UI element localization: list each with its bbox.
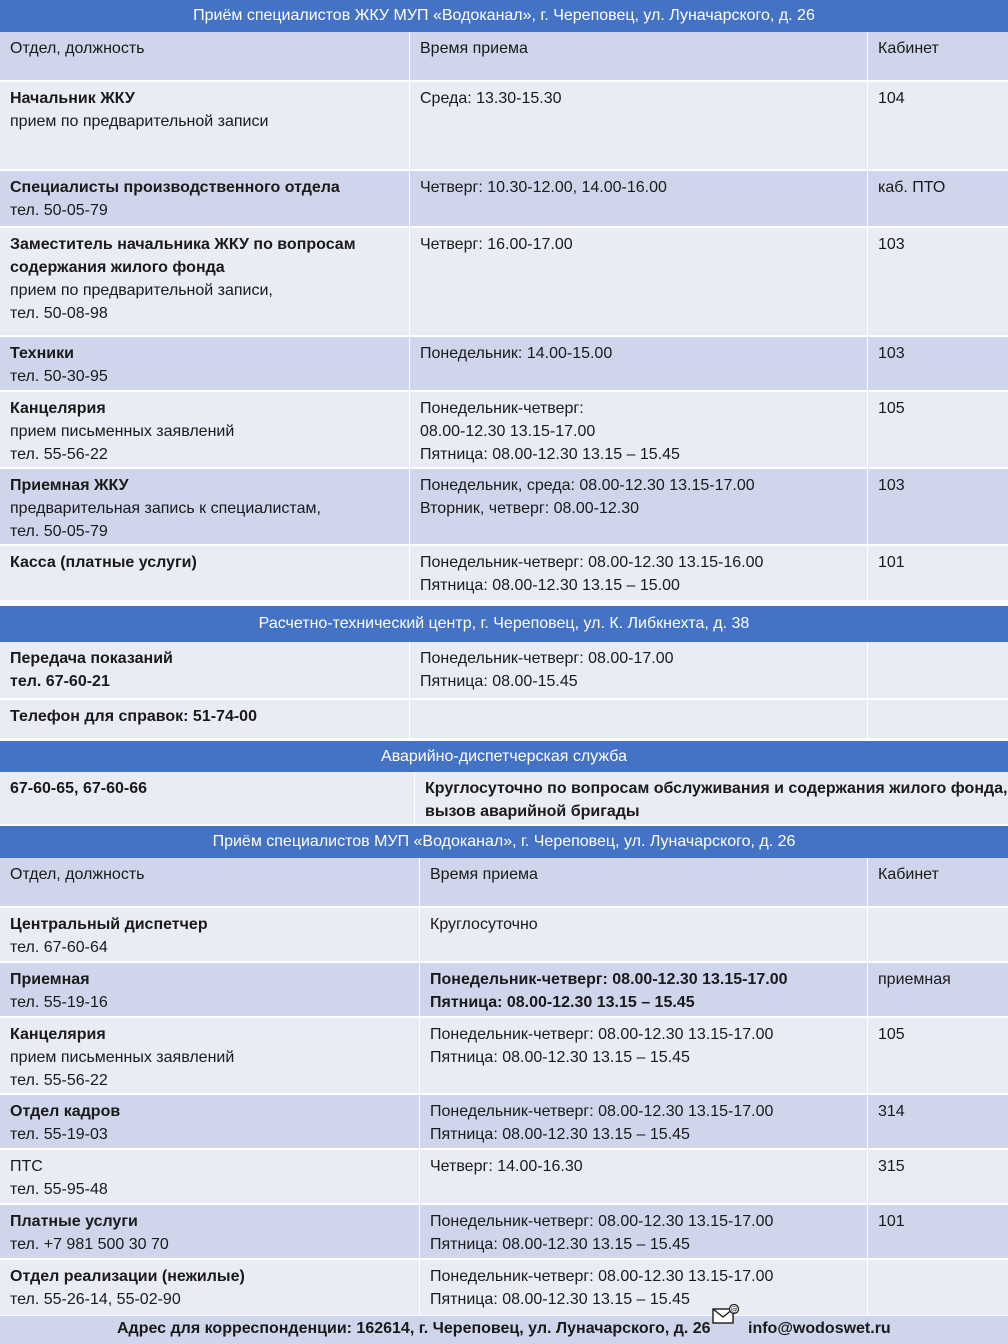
department-detail: предварительная запись к специалистам, [10, 500, 321, 517]
department-detail: тел. 55-19-03 [10, 1126, 108, 1143]
reception-time: Пятница: 08.00-12.30 13.15 – 15.45 [430, 1126, 690, 1143]
room-number: 104 [878, 90, 905, 107]
time-cell [410, 171, 868, 226]
department-detail: тел. 67-60-64 [10, 939, 108, 956]
department-title: Канцелярия [10, 1026, 106, 1043]
department-detail: прием письменных заявлений [10, 1049, 235, 1066]
time-cell [420, 963, 868, 1016]
time-cell [410, 228, 868, 335]
reception-time: Четверг: 14.00-16.30 [430, 1158, 583, 1175]
room-cell [868, 392, 1008, 467]
table-row [0, 171, 1008, 228]
table-row [0, 82, 1008, 171]
department-cell [0, 469, 410, 544]
room-number: 315 [878, 1158, 905, 1175]
section-title: Приём специалистов ЖКУ МУП «Водоканал», г. Череповец, ул. Луначарского, д. 26 [0, 0, 1008, 32]
emergency-description: вызов аварийной бригады [425, 803, 640, 820]
room-number: 103 [878, 477, 905, 494]
reception-time: Понедельник-четверг: 08.00-12.30 13.15-17.00 [430, 971, 788, 988]
department-cell [0, 82, 410, 169]
time-cell [410, 469, 868, 544]
department-title: ПТС [10, 1158, 43, 1175]
room-cell [868, 642, 1008, 698]
room-cell [868, 1018, 1008, 1093]
time-cell [410, 337, 868, 390]
department-cell [0, 1150, 420, 1203]
table-row [0, 337, 1008, 392]
table-row [0, 642, 1008, 700]
table-row [0, 392, 1008, 469]
department-detail: прием по предварительной записи, [10, 282, 273, 299]
department-cell [0, 171, 410, 226]
mail-icon [712, 1303, 740, 1325]
department-detail: прием по предварительной записи [10, 113, 269, 130]
time-cell [410, 642, 868, 698]
department-cell [0, 1260, 420, 1315]
department-detail: тел. 55-56-22 [10, 1072, 108, 1089]
department-title: Приемная [10, 971, 90, 988]
reception-time: Вторник, четверг: 08.00-12.30 [420, 500, 640, 517]
emergency-phones: 67-60-65, 67-60-66 [10, 780, 147, 797]
department-title: Специалисты производственного отдела [10, 179, 340, 196]
table-row [0, 963, 1008, 1018]
section4-header-cell [420, 858, 868, 906]
time-cell [420, 1095, 868, 1148]
section-title: Расчетно-технический центр, г. Череповец, ул. К. Либкнехта, д. 38 [0, 606, 1008, 642]
room-cell [868, 1260, 1008, 1315]
time-cell [410, 546, 868, 600]
reception-time: Понедельник-четверг: 08.00-12.30 13.15-17.00 [430, 1213, 774, 1230]
room-cell [868, 963, 1008, 1016]
department-title: Канцелярия [10, 400, 106, 417]
footer-address: Адрес для корреспонденции: 162614, г. Череповец, ул. Луначарского, д. 26 [117, 1320, 711, 1337]
reception-time: Четверг: 16.00-17.00 [420, 236, 573, 253]
time-cell [420, 1018, 868, 1093]
reception-time: Среда: 13.30-15.30 [420, 90, 562, 107]
section1-header-cell [410, 32, 868, 80]
info-cell [0, 700, 410, 738]
department-cell [0, 963, 420, 1016]
time-cell [420, 908, 868, 961]
department-detail: тел. 50-05-79 [10, 202, 108, 219]
department-title: Центральный диспетчер [10, 916, 208, 933]
department-cell [0, 546, 410, 600]
room-cell [868, 82, 1008, 169]
room-cell [868, 908, 1008, 961]
time-cell [420, 1260, 868, 1315]
department-cell [0, 1018, 420, 1093]
reception-time: Понедельник-четверг: 08.00-12.30 13.15-16.00 [420, 554, 764, 571]
table-row [0, 546, 1008, 602]
department-phone: тел. 67-60-21 [10, 673, 110, 690]
department-detail: тел. 55-56-22 [10, 446, 108, 463]
column-header: Кабинет [878, 866, 939, 883]
department-cell [0, 1205, 420, 1258]
department-detail: прием письменных заявлений [10, 423, 235, 440]
table-row [0, 1260, 1008, 1317]
reception-time: Пятница: 08.00-12.30 13.15 – 15.45 [430, 1049, 690, 1066]
department-title: Отдел кадров [10, 1103, 121, 1120]
room-number: каб. ПТО [878, 179, 946, 196]
section1-header-cell [0, 32, 410, 80]
time-cell [420, 1150, 868, 1203]
room-cell [868, 228, 1008, 335]
empty-cell [410, 700, 868, 738]
reception-time: Пятница: 08.00-12.30 13.15 – 15.45 [430, 994, 695, 1011]
section-title: Приём специалистов МУП «Водоканал», г. Череповец, ул. Луначарского, д. 26 [0, 826, 1008, 858]
column-header: Отдел, должность [10, 40, 145, 57]
info-phone: Телефон для справок: 51-74-00 [10, 708, 257, 725]
department-title: Начальник ЖКУ [10, 90, 135, 107]
column-header: Время приема [420, 40, 528, 57]
section4-header-cell [868, 858, 1008, 906]
reception-time: Понедельник-четверг: 08.00-17.00 [420, 650, 674, 667]
department-title: Отдел реализации (нежилые) [10, 1268, 245, 1285]
department-cell [0, 337, 410, 390]
department-title: Приемная ЖКУ [10, 477, 129, 494]
reception-time: Пятница: 08.00-12.30 13.15 – 15.00 [420, 577, 680, 594]
room-cell [868, 337, 1008, 390]
department-title: содержания жилого фонда [10, 259, 225, 276]
reception-time: Понедельник, среда: 08.00-12.30 13.15-17.00 [420, 477, 755, 494]
table-row [0, 469, 1008, 546]
department-cell [0, 228, 410, 335]
table-row [0, 908, 1008, 963]
room-cell [868, 171, 1008, 226]
department-title: Передача показаний [10, 650, 173, 667]
emergency-description: Круглосуточно по вопросам обслуживания и содержания жилого фонда, [425, 780, 1008, 797]
department-cell [0, 908, 420, 961]
department-detail: тел. +7 981 500 30 70 [10, 1236, 169, 1253]
room-number: приемная [878, 971, 951, 988]
department-title: Заместитель начальника ЖКУ по вопросам [10, 236, 356, 253]
table-row [0, 700, 1008, 740]
reception-time: Пятница: 08.00-12.30 13.15 – 15.45 [420, 446, 680, 463]
department-cell [0, 392, 410, 467]
empty-cell [868, 700, 1008, 738]
reception-time: Понедельник: 14.00-15.00 [420, 345, 613, 362]
room-cell [868, 1095, 1008, 1148]
department-cell [0, 1095, 420, 1148]
emergency-phones-cell [0, 772, 415, 824]
section4-header-cell [0, 858, 420, 906]
table-row [0, 228, 1008, 337]
department-title: Касса (платные услуги) [10, 554, 197, 571]
department-detail: тел. 55-26-14, 55-02-90 [10, 1291, 181, 1308]
department-title: Техники [10, 345, 74, 362]
department-title: Платные услуги [10, 1213, 138, 1230]
section4-header-row [0, 858, 1008, 908]
room-number: 105 [878, 400, 905, 417]
time-cell [410, 82, 868, 169]
column-header: Кабинет [878, 40, 939, 57]
room-cell [868, 546, 1008, 600]
room-number: 101 [878, 1213, 905, 1230]
column-header: Отдел, должность [10, 866, 145, 883]
room-number: 103 [878, 236, 905, 253]
emergency-desc-cell [415, 772, 1008, 824]
table-row [0, 1150, 1008, 1205]
department-cell [0, 642, 410, 698]
table-row [0, 1205, 1008, 1260]
time-cell [410, 392, 868, 467]
reception-time: Пятница: 08.00-15.45 [420, 673, 578, 690]
section1-header-row [0, 32, 1008, 82]
svg-text:@: @ [730, 1305, 738, 1314]
reception-time: Понедельник-четверг: 08.00-12.30 13.15-17.00 [430, 1026, 774, 1043]
table-row [0, 1095, 1008, 1150]
footer-email[interactable]: info@wodoswet.ru [748, 1320, 891, 1337]
table-row [0, 772, 1008, 826]
section-title: Аварийно-диспетчерская служба [0, 741, 1008, 772]
room-number: 314 [878, 1103, 905, 1120]
table-row [0, 1018, 1008, 1095]
room-cell [868, 1205, 1008, 1258]
section1-header-cell [868, 32, 1008, 80]
department-detail: тел. 50-30-95 [10, 368, 108, 385]
department-detail: тел. 55-19-16 [10, 994, 108, 1011]
department-detail: тел. 50-08-98 [10, 305, 108, 322]
reception-time: Пятница: 08.00-12.30 13.15 – 15.45 [430, 1291, 690, 1308]
time-cell [420, 1205, 868, 1258]
room-cell [868, 469, 1008, 544]
room-number: 101 [878, 554, 905, 571]
department-detail: тел. 50-05-79 [10, 523, 108, 540]
room-cell [868, 1150, 1008, 1203]
department-detail: тел. 55-95-48 [10, 1181, 108, 1198]
column-header: Время приема [430, 866, 538, 883]
reception-time: Четверг: 10.30-12.00, 14.00-16.00 [420, 179, 667, 196]
reception-time: Понедельник-четверг: [420, 400, 584, 417]
reception-time: Пятница: 08.00-12.30 13.15 – 15.45 [430, 1236, 690, 1253]
reception-time: Понедельник-четверг: 08.00-12.30 13.15-17.00 [430, 1103, 774, 1120]
room-number: 103 [878, 345, 905, 362]
room-number: 105 [878, 1026, 905, 1043]
reception-time: Круглосуточно [430, 916, 538, 933]
footer [0, 1316, 1008, 1344]
reception-time: Понедельник-четверг: 08.00-12.30 13.15-17.00 [430, 1268, 774, 1285]
reception-time: 08.00-12.30 13.15-17.00 [420, 423, 596, 440]
